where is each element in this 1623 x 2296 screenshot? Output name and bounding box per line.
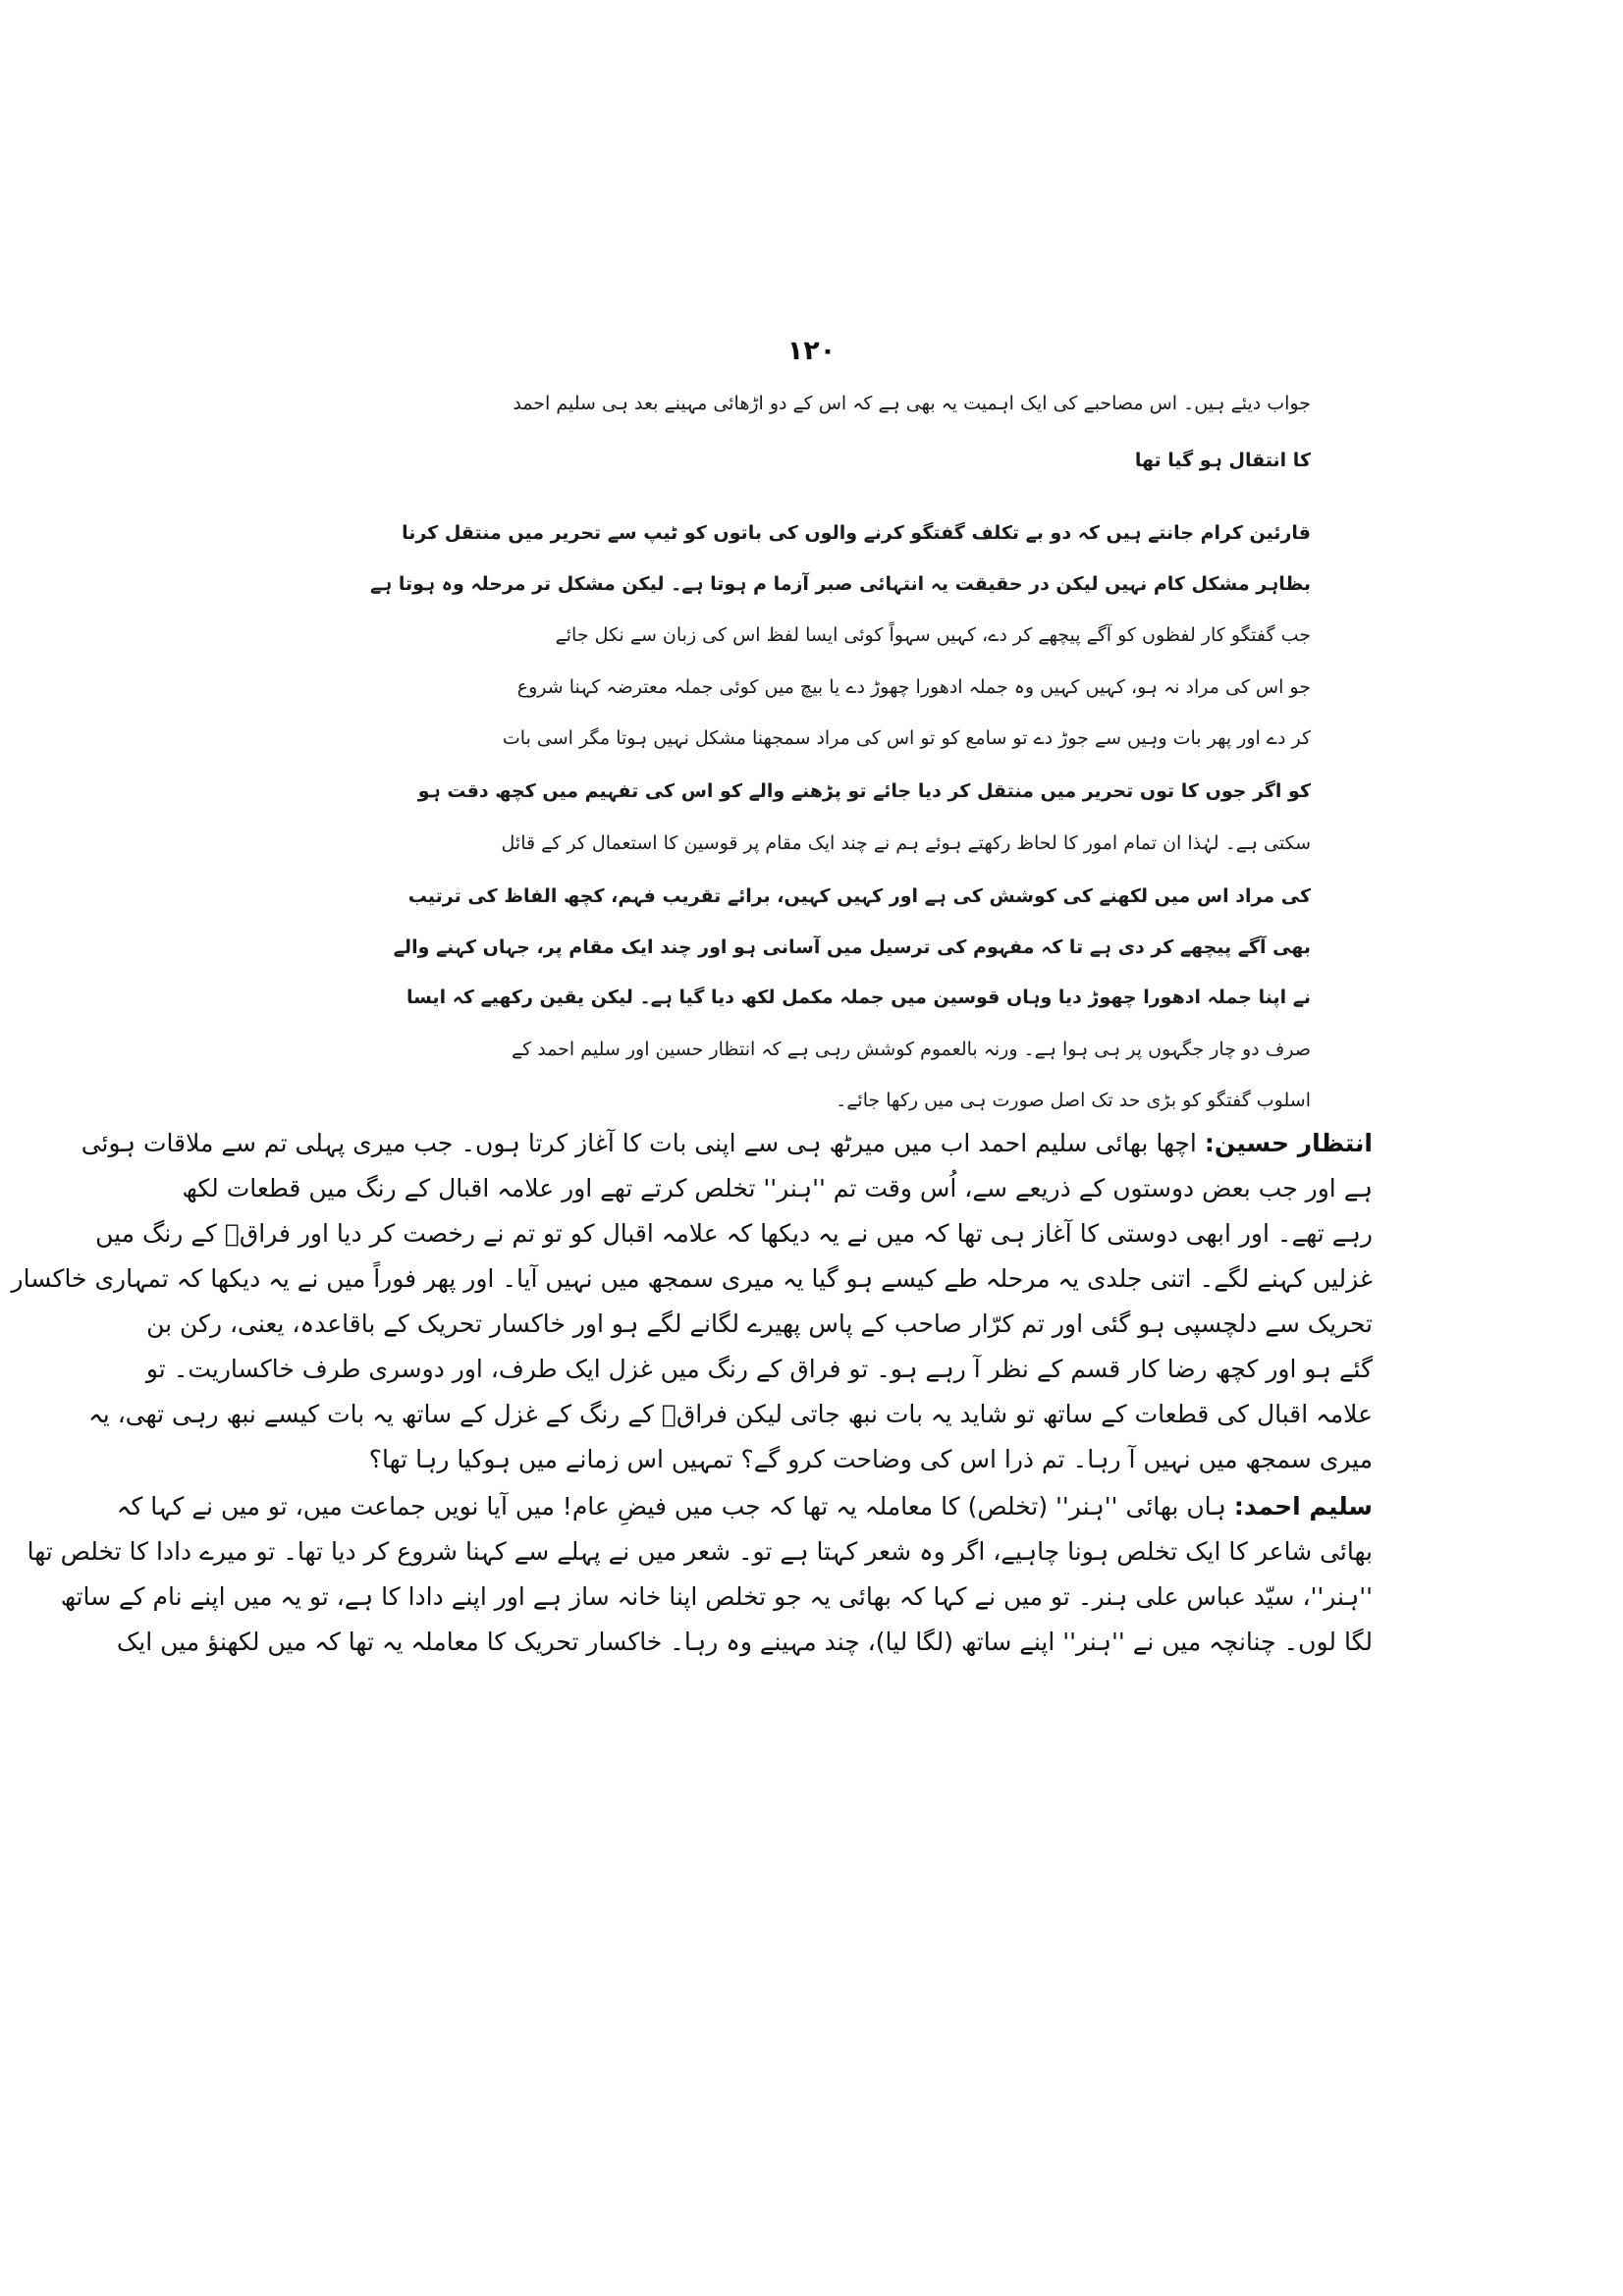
interview-text: ہاں بھائی ''ہنر'' (تخلص) کا معاملہ یہ تھا کہ جب میں فیضِ عام! میں آیا نویں جماعت میں، تو میں نے کہا کہ [116, 1492, 1226, 1521]
interview-line: غزلیں کہنے لگے۔ اتنی جلدی یہ مرحلہ طے کیسے ہو گیا یہ میری سمجھ میں نہیں آیا۔ اور پھر فوراً میں نے یہ دیکھا کہ تمہاری خاکسار [11, 1264, 1373, 1293]
page-number: ۱۲۰ [786, 336, 837, 366]
intro-line: کو اگر جوں کا توں تحریر میں منتقل کر دیا جائے تو پڑھنے والے کو اس کی تفہیم میں کچھ دقت ہو [417, 780, 1311, 802]
interview-line: گئے ہو اور کچھ رضا کار قسم کے نظر آ رہے ہو۔ تو فراق کے رنگ میں غزل ایک طرف، اور دوسری طرف خاکساریت۔ تو [145, 1355, 1373, 1383]
intro-line: قارئین کرام جانتے ہیں کہ دو بے تکلف گفتگو کرنے والوں کی باتوں کو ٹیپ سے تحریر میں منتقل کرنا [402, 522, 1311, 544]
speaker-saleem-ahmad: سلیم احمد: [1233, 1492, 1373, 1521]
intro-line: بظاہر مشکل کام نہیں لیکن در حقیقت یہ انتہائی صبر آزما م ہوتا ہے۔ لیکن مشکل تر مرحلہ وہ ہوتا ہے [370, 573, 1311, 595]
intro-line: کی مراد اس میں لکھنے کی کوشش کی ہے اور کہیں کہیں، برائے تقریب فہم، کچھ الفاظ کی ترتیب [407, 885, 1311, 907]
interview-line: ہے اور جب بعض دوستوں کے ذریعے سے، اُس وقت تم ''ہنر'' تخلص کرتے تھے اور علامہ اقبال کے رنگ میں قطعات لکھ [182, 1174, 1373, 1202]
interview-line [81, 1129, 1373, 1157]
interview-line: علامہ اقبال کی قطعات کے ساتھ تو شاید یہ بات نبھ جاتی لیکن فراقؔ کے رنگ کے غزل کے ساتھ یہ بات کیسے نبھ رہی تھی، یہ [88, 1400, 1373, 1428]
interview-line: بھائی شاعر کا ایک تخلص ہونا چاہیے، اگر وہ شعر کہتا ہے تو۔ شعر میں نے پہلے سے کہنا شروع کر دیا تھا۔ تو میرے دادا کا تخلص تھا [27, 1537, 1373, 1566]
interview-line: رہے تھے۔ اور ابھی دوستی کا آغاز ہی تھا کہ میں نے یہ دیکھا کہ علامہ اقبال کو تو تم نے رخصت کر دیا اور فراقؔ کے رنگ میں [95, 1219, 1373, 1248]
intro-line: جواب دیئے ہیں۔ اس مصاحبے کی ایک اہمیت یہ بھی ہے کہ اس کے دو اڑھائی مہینے بعد ہی سلیم احمد [513, 393, 1311, 414]
intro-line: جو اس کی مراد نہ ہو، کہیں کہیں وہ جملہ ادھورا چھوڑ دے یا بیچ میں کوئی جملہ معترضہ کہنا شروع [516, 676, 1311, 698]
interview-line: میری سمجھ میں نہیں آ رہا۔ تم ذرا اس کی وضاحت کرو گے؟ تمہیں اس زمانے میں ہوکیا رہا تھا؟ [368, 1445, 1373, 1473]
speaker-intezar-hussain: انتظار حسین: [1204, 1129, 1373, 1157]
intro-line: کر دے اور پھر بات وہیں سے جوڑ دے تو سامع کو تو اس کی مراد سمجھنا مشکل نہیں ہوتا مگر اسی بات [502, 727, 1311, 749]
intro-line: کا انتقال ہو گیا تھا [1134, 450, 1311, 471]
intro-line: اسلوب گفتگو کو بڑی حد تک اصل صورت ہی میں رکھا جائے۔ [836, 1090, 1311, 1111]
intro-line: نے اپنا جملہ ادھورا چھوڑ دیا وہاں قوسین میں جملہ مکمل لکھ دیا گیا ہے۔ لیکن یقین رکھیے کہ ایسا [406, 987, 1311, 1008]
interview-text: اچھا بھائی سلیم احمد اب میں میرٹھ ہی سے اپنی بات کا آغاز کرتا ہوں۔ جب میری پہلی تم سے ملاقات ہوئی [81, 1129, 1197, 1157]
interview-line [116, 1492, 1373, 1521]
interview-line: تحریک سے دلچسپی ہو گئی اور تم کرّار صاحب کے پاس پھیرے لگانے لگے ہو اور خاکسار تحریک کے باقاعدہ، یعنی، رکن بن [146, 1309, 1373, 1338]
intro-line: بھی آگے پیچھے کر دی ہے تا کہ مفہوم کی ترسیل میں آسانی ہو اور چند ایک مقام پر، جہاں کہنے والے [393, 936, 1311, 958]
intro-line: صرف دو چار جگہوں پر ہی ہوا ہے۔ ورنہ بالعموم کوشش رہی ہے کہ انتظار حسین اور سلیم احمد کے [512, 1039, 1311, 1060]
intro-line: سکتی ہے۔ لہٰذا ان تمام امور کا لحاظ رکھتے ہوئے ہم نے چند ایک مقام پر قوسین کا استعمال کر کے قائل [501, 832, 1311, 854]
intro-line: جب گفتگو کار لفظوں کو آگے پیچھے کر دے، کہیں سہواً کوئی ایسا لفظ اس کی زبان سے نکل جائے [555, 624, 1311, 646]
interview-line: ''ہنر''، سیّد عباس علی ہنر۔ تو میں نے کہا کہ بھائی یہ جو تخلص اپنا خانہ ساز ہے اور اپنے دادا کا ہے، تو یہ میں اپنے نام کے ساتھ [60, 1582, 1373, 1611]
interview-line: لگا لوں۔ چنانچہ میں نے ''ہنر'' اپنے ساتھ (لگا لیا)، چند مہینے وہ رہا۔ خاکسار تحریک کا معاملہ یہ تھا کہ میں لکھنؤ میں ایک [116, 1628, 1373, 1656]
